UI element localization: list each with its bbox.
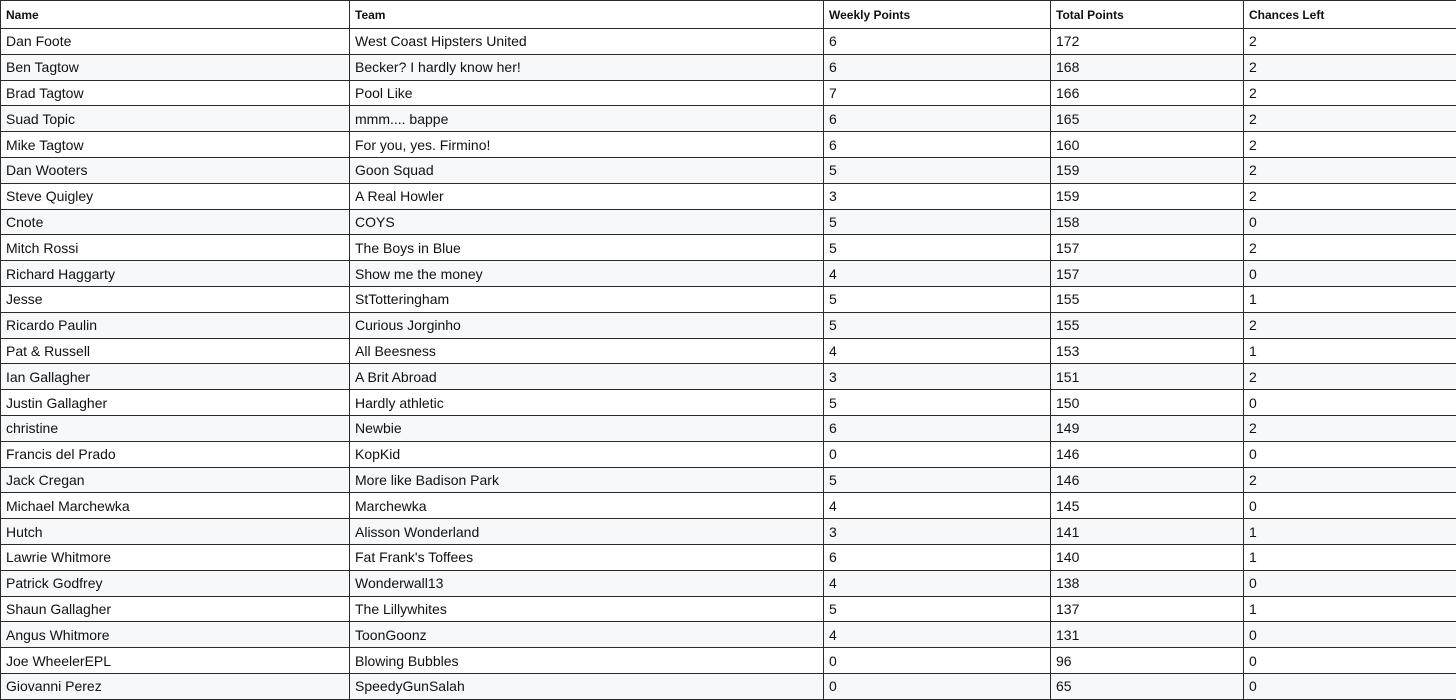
cell-name: Joe WheelerEPL (1, 648, 350, 674)
cell-team: Wonderwall13 (350, 570, 824, 596)
cell-weekly-points: 3 (824, 183, 1051, 209)
cell-name: Francis del Prado (1, 441, 350, 467)
cell-name: Jesse (1, 286, 350, 312)
table-row (1, 648, 1456, 674)
cell-name: Hutch (1, 519, 350, 545)
cell-team: ToonGoonz (350, 622, 824, 648)
cell-weekly-points: 5 (824, 390, 1051, 416)
cell-name: christine (1, 415, 350, 441)
cell-chances-left: 2 (1244, 183, 1456, 209)
cell-chances-left: 2 (1244, 312, 1456, 338)
cell-total-points: 153 (1051, 338, 1244, 364)
cell-chances-left: 0 (1244, 261, 1456, 287)
cell-weekly-points: 4 (824, 261, 1051, 287)
cell-team: A Real Howler (350, 183, 824, 209)
cell-total-points: 151 (1051, 364, 1244, 390)
cell-weekly-points: 3 (824, 519, 1051, 545)
cell-chances-left: 0 (1244, 622, 1456, 648)
table-row (1, 132, 1456, 158)
cell-chances-left: 0 (1244, 648, 1456, 674)
cell-team: Blowing Bubbles (350, 648, 824, 674)
cell-name: Jack Cregan (1, 467, 350, 493)
cell-weekly-points: 5 (824, 209, 1051, 235)
cell-weekly-points: 6 (824, 106, 1051, 132)
cell-total-points: 155 (1051, 286, 1244, 312)
cell-team: Pool Like (350, 80, 824, 106)
cell-weekly-points: 5 (824, 286, 1051, 312)
table-row (1, 493, 1456, 519)
cell-name: Dan Foote (1, 29, 350, 55)
table-row (1, 338, 1456, 364)
cell-team: Fat Frank's Toffees (350, 544, 824, 570)
cell-name: Mitch Rossi (1, 235, 350, 261)
cell-chances-left: 2 (1244, 364, 1456, 390)
cell-team: The Boys in Blue (350, 235, 824, 261)
cell-chances-left: 2 (1244, 415, 1456, 441)
cell-chances-left: 0 (1244, 390, 1456, 416)
cell-weekly-points: 6 (824, 132, 1051, 158)
cell-chances-left: 2 (1244, 467, 1456, 493)
cell-name: Angus Whitmore (1, 622, 350, 648)
cell-name: Suad Topic (1, 106, 350, 132)
cell-total-points: 146 (1051, 467, 1244, 493)
cell-name: Dan Wooters (1, 157, 350, 183)
cell-weekly-points: 4 (824, 493, 1051, 519)
table-row (1, 390, 1456, 416)
cell-chances-left: 2 (1244, 235, 1456, 261)
cell-weekly-points: 7 (824, 80, 1051, 106)
table-row (1, 441, 1456, 467)
table-row (1, 364, 1456, 390)
cell-weekly-points: 5 (824, 467, 1051, 493)
cell-weekly-points: 5 (824, 235, 1051, 261)
cell-total-points: 149 (1051, 415, 1244, 441)
cell-chances-left: 0 (1244, 493, 1456, 519)
cell-team: COYS (350, 209, 824, 235)
cell-team: West Coast Hipsters United (350, 29, 824, 55)
cell-team: Curious Jorginho (350, 312, 824, 338)
cell-total-points: 168 (1051, 54, 1244, 80)
cell-weekly-points: 6 (824, 54, 1051, 80)
table-row (1, 29, 1456, 55)
cell-name: Justin Gallagher (1, 390, 350, 416)
cell-team: Hardly athletic (350, 390, 824, 416)
cell-weekly-points: 5 (824, 596, 1051, 622)
cell-team: KopKid (350, 441, 824, 467)
cell-chances-left: 0 (1244, 570, 1456, 596)
cell-total-points: 150 (1051, 390, 1244, 416)
header-weekly-points: Weekly Points (824, 1, 1051, 29)
cell-chances-left: 1 (1244, 519, 1456, 545)
cell-name: Mike Tagtow (1, 132, 350, 158)
cell-team: The Lillywhites (350, 596, 824, 622)
cell-total-points: 131 (1051, 622, 1244, 648)
cell-name: Richard Haggarty (1, 261, 350, 287)
cell-name: Pat & Russell (1, 338, 350, 364)
cell-team: A Brit Abroad (350, 364, 824, 390)
cell-weekly-points: 0 (824, 673, 1051, 699)
cell-name: Patrick Godfrey (1, 570, 350, 596)
table-row (1, 183, 1456, 209)
cell-name: Ricardo Paulin (1, 312, 350, 338)
table-row (1, 570, 1456, 596)
cell-weekly-points: 6 (824, 29, 1051, 55)
header-team: Team (350, 1, 824, 29)
table-row (1, 80, 1456, 106)
header-row (1, 1, 1456, 29)
cell-chances-left: 0 (1244, 209, 1456, 235)
table-row (1, 596, 1456, 622)
header-chances-left: Chances Left (1244, 1, 1456, 29)
cell-total-points: 159 (1051, 183, 1244, 209)
cell-chances-left: 2 (1244, 54, 1456, 80)
cell-name: Steve Quigley (1, 183, 350, 209)
cell-total-points: 157 (1051, 261, 1244, 287)
table-row (1, 312, 1456, 338)
cell-chances-left: 0 (1244, 673, 1456, 699)
cell-team: StTotteringham (350, 286, 824, 312)
cell-chances-left: 2 (1244, 106, 1456, 132)
cell-total-points: 146 (1051, 441, 1244, 467)
cell-total-points: 160 (1051, 132, 1244, 158)
cell-team: Marchewka (350, 493, 824, 519)
cell-name: Ben Tagtow (1, 54, 350, 80)
cell-total-points: 159 (1051, 157, 1244, 183)
cell-team: Goon Squad (350, 157, 824, 183)
table-row (1, 261, 1456, 287)
cell-team: More like Badison Park (350, 467, 824, 493)
table-row (1, 157, 1456, 183)
cell-weekly-points: 4 (824, 622, 1051, 648)
cell-name: Brad Tagtow (1, 80, 350, 106)
cell-total-points: 140 (1051, 544, 1244, 570)
cell-team: Newbie (350, 415, 824, 441)
cell-team: For you, yes. Firmino! (350, 132, 824, 158)
cell-chances-left: 1 (1244, 338, 1456, 364)
cell-total-points: 165 (1051, 106, 1244, 132)
table-row (1, 209, 1456, 235)
cell-chances-left: 2 (1244, 132, 1456, 158)
cell-chances-left: 1 (1244, 544, 1456, 570)
cell-total-points: 155 (1051, 312, 1244, 338)
cell-chances-left: 2 (1244, 80, 1456, 106)
header-total-points: Total Points (1051, 1, 1244, 29)
cell-name: Michael Marchewka (1, 493, 350, 519)
table-row (1, 415, 1456, 441)
cell-total-points: 96 (1051, 648, 1244, 674)
cell-name: Ian Gallagher (1, 364, 350, 390)
cell-chances-left: 2 (1244, 157, 1456, 183)
cell-name: Lawrie Whitmore (1, 544, 350, 570)
cell-name: Giovanni Perez (1, 673, 350, 699)
table-row (1, 235, 1456, 261)
cell-weekly-points: 0 (824, 648, 1051, 674)
cell-total-points: 138 (1051, 570, 1244, 596)
cell-weekly-points: 4 (824, 338, 1051, 364)
table-row (1, 54, 1456, 80)
table-row (1, 519, 1456, 545)
cell-weekly-points: 5 (824, 157, 1051, 183)
table-row (1, 622, 1456, 648)
table-row (1, 286, 1456, 312)
cell-total-points: 157 (1051, 235, 1244, 261)
cell-team: SpeedyGunSalah (350, 673, 824, 699)
header-name: Name (1, 1, 350, 29)
table-body (1, 29, 1456, 700)
cell-total-points: 145 (1051, 493, 1244, 519)
cell-team: All Beesness (350, 338, 824, 364)
cell-team: Alisson Wonderland (350, 519, 824, 545)
cell-weekly-points: 3 (824, 364, 1051, 390)
cell-team: Becker? I hardly know her! (350, 54, 824, 80)
cell-team: mmm.... bappe (350, 106, 824, 132)
cell-chances-left: 0 (1244, 441, 1456, 467)
cell-chances-left: 1 (1244, 596, 1456, 622)
cell-name: Shaun Gallagher (1, 596, 350, 622)
cell-total-points: 141 (1051, 519, 1244, 545)
cell-team: Show me the money (350, 261, 824, 287)
cell-chances-left: 1 (1244, 286, 1456, 312)
cell-total-points: 137 (1051, 596, 1244, 622)
table-row (1, 673, 1456, 699)
cell-total-points: 65 (1051, 673, 1244, 699)
table-row (1, 106, 1456, 132)
cell-total-points: 166 (1051, 80, 1244, 106)
cell-weekly-points: 6 (824, 415, 1051, 441)
table-row (1, 467, 1456, 493)
cell-weekly-points: 6 (824, 544, 1051, 570)
cell-total-points: 158 (1051, 209, 1244, 235)
cell-total-points: 172 (1051, 29, 1244, 55)
cell-name: Cnote (1, 209, 350, 235)
cell-weekly-points: 5 (824, 312, 1051, 338)
cell-weekly-points: 0 (824, 441, 1051, 467)
cell-chances-left: 2 (1244, 29, 1456, 55)
table-row (1, 544, 1456, 570)
cell-weekly-points: 4 (824, 570, 1051, 596)
